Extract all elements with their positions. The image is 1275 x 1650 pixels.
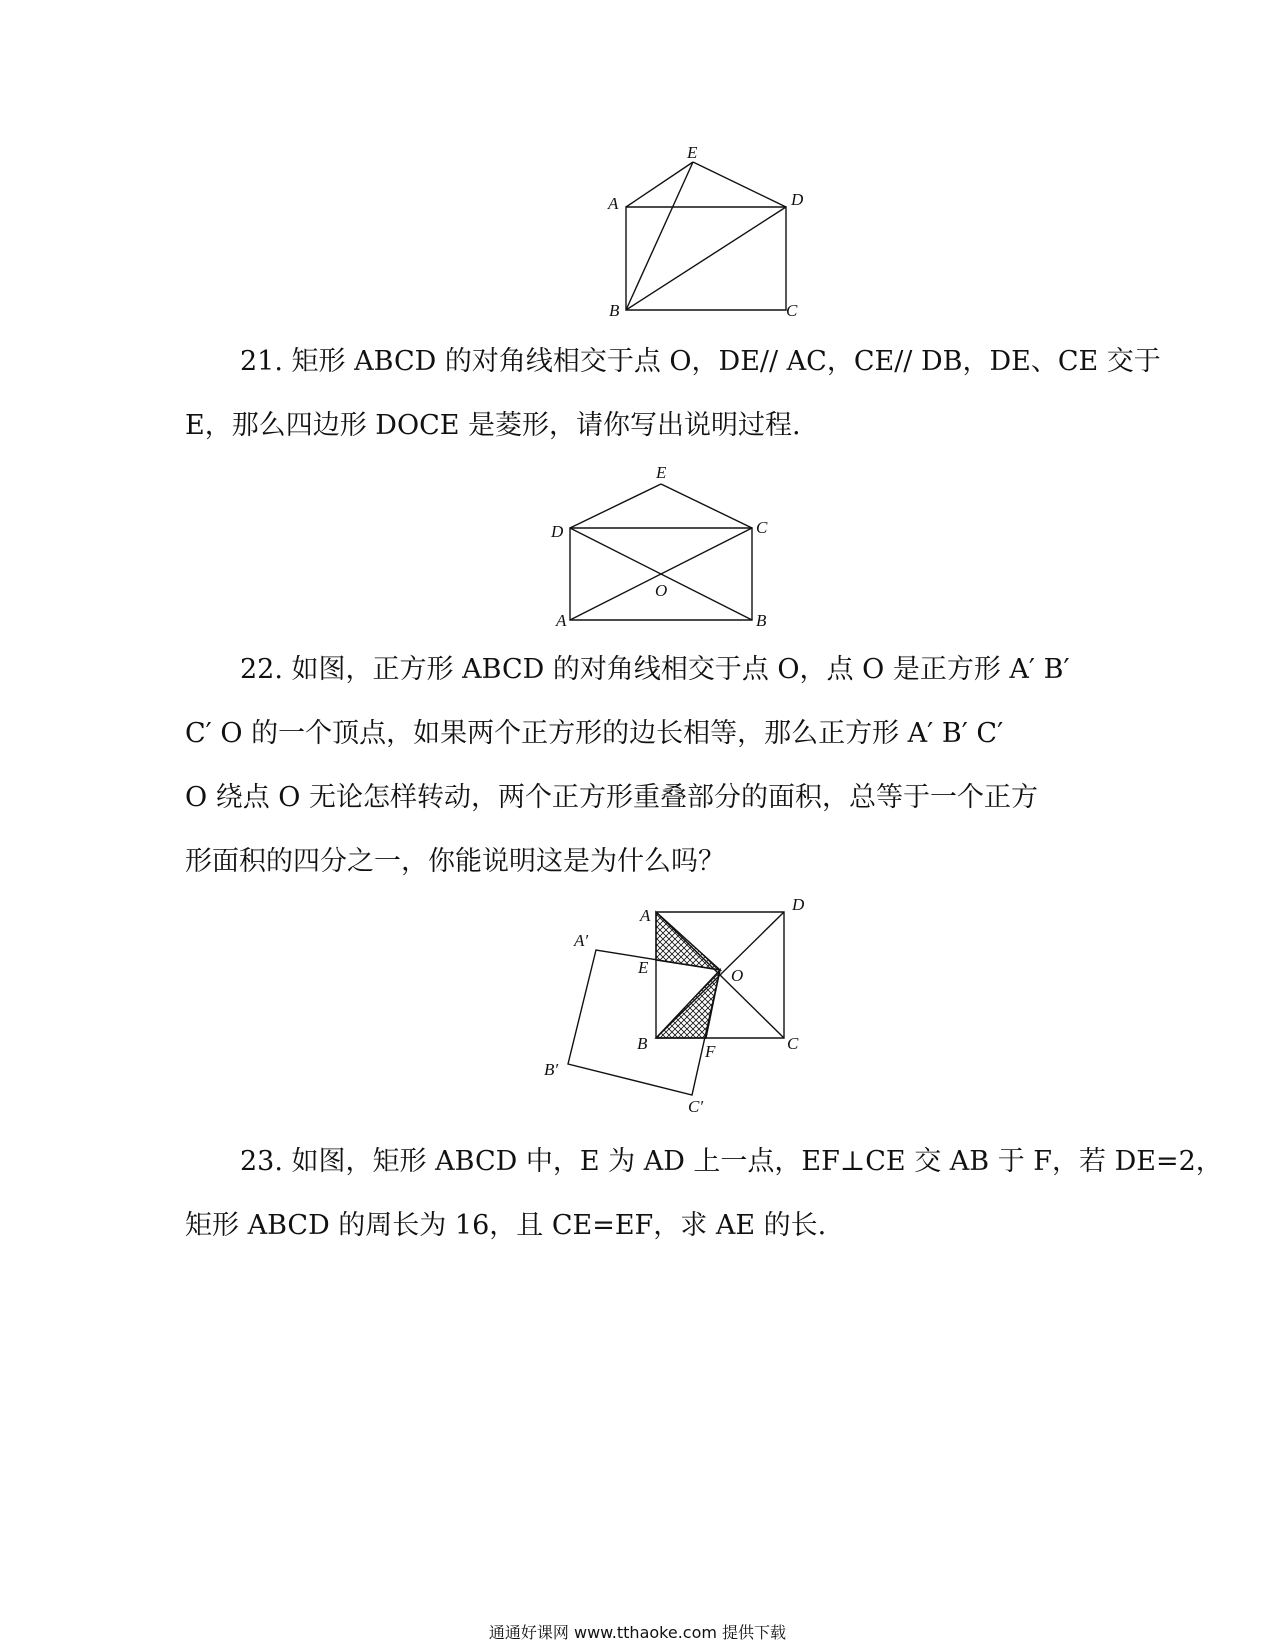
point-label-c: C bbox=[787, 1034, 799, 1053]
point-label-o: O bbox=[655, 581, 668, 600]
point-label-e: E bbox=[638, 958, 649, 977]
problem-22-line-1: 22. 如图，正方形 ABCD 的对角线相交于点 O，点 O 是正方形 A′ B′ bbox=[240, 654, 1070, 685]
figure-20-svg bbox=[600, 140, 820, 330]
point-label-c-prime: C′ bbox=[688, 1097, 704, 1116]
point-label-d: D bbox=[791, 190, 804, 209]
segment-ed bbox=[693, 162, 786, 207]
problem-23-line-1: 23. 如图，矩形 ABCD 中，E 为 AD 上一点，EF⊥CE 交 AB 于 F，若 DE=2， bbox=[240, 1146, 1223, 1177]
point-label-o: O bbox=[731, 966, 744, 985]
point-label-a: A bbox=[640, 906, 651, 925]
point-label-e: E bbox=[656, 463, 667, 482]
point-label-b: B bbox=[609, 301, 620, 320]
point-label-a-prime: A′ bbox=[574, 931, 589, 950]
problem-23-text bbox=[185, 1130, 1223, 1258]
point-label-b: B bbox=[756, 611, 767, 630]
problem-21-text bbox=[185, 330, 1161, 458]
figure-problem-21 bbox=[545, 460, 775, 630]
figure-22-svg bbox=[540, 895, 820, 1115]
figure-problem-20 bbox=[600, 140, 820, 330]
problem-22-line-3: O 绕点 O 无论怎样转动，两个正方形重叠部分的面积，总等于一个正方 bbox=[185, 782, 1039, 813]
point-label-d: D bbox=[792, 895, 805, 914]
problem-23-line-2: 矩形 ABCD 的周长为 16，且 CE=EF，求 AE 的长. bbox=[185, 1210, 827, 1241]
figure-problem-22 bbox=[540, 895, 820, 1115]
figure-21-svg bbox=[545, 460, 775, 630]
problem-21-line-1: 21. 矩形 ABCD 的对角线相交于点 O，DE// AC，CE// DB，DE、CE 交于 bbox=[240, 346, 1161, 377]
problem-22-line-4: 形面积的四分之一，你能说明这是为什么吗？ bbox=[185, 846, 725, 877]
point-label-b-prime: B′ bbox=[544, 1060, 559, 1079]
point-label-a: A bbox=[608, 194, 619, 213]
segment-ce bbox=[661, 484, 752, 528]
page-footer: 通通好课网 www.tthaoke.com 提供下载 bbox=[488, 1623, 787, 1642]
problem-22-line-2: C′ O 的一个顶点，如果两个正方形的边长相等，那么正方形 A′ B′ C′ bbox=[185, 718, 1004, 749]
point-label-c: C bbox=[756, 518, 768, 537]
point-label-c: C bbox=[786, 301, 798, 320]
problem-22-text bbox=[185, 638, 1085, 894]
point-label-f: F bbox=[705, 1042, 716, 1061]
point-label-d: D bbox=[551, 522, 564, 541]
point-label-a: A bbox=[556, 611, 567, 630]
segment-de bbox=[570, 484, 661, 528]
point-label-e: E bbox=[687, 143, 698, 162]
problem-21-line-2: E，那么四边形 DOCE 是菱形，请你写出说明过程. bbox=[185, 410, 801, 441]
point-label-b: B bbox=[637, 1034, 648, 1053]
